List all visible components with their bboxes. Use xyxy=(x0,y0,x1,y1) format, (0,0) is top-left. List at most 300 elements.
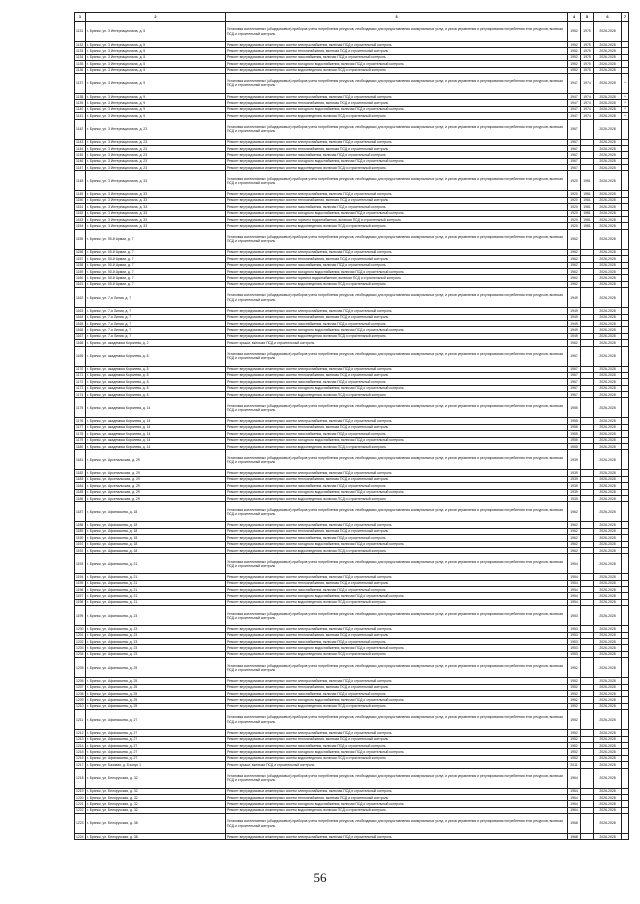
address-cell: г. Брянск, ул. 3 Интернационала, д. 23 xyxy=(86,152,226,158)
year-built-cell: 1920 xyxy=(568,171,581,191)
column-header: 5 xyxy=(581,13,594,22)
work-type-cell: Ремонт внутридомовых инженерных систем холодного водоснабжения, включая ПСД и строительный контроль xyxy=(226,106,568,112)
work-type-cell: Ремонт внутридомовых инженерных систем электроснабжения, включая ПСД и строительный контроль xyxy=(226,418,568,424)
year-renovated-cell: 1981 xyxy=(581,223,594,229)
note-marker-cell xyxy=(622,119,629,139)
year-built-cell: 1955 xyxy=(568,444,581,450)
note-marker-cell xyxy=(622,171,629,191)
year-built-cell: 1964 xyxy=(568,788,581,794)
year-built-cell: 1962 xyxy=(568,340,581,346)
address-cell: г. Брянск, ул. академика Королева, д. 2 xyxy=(86,340,226,346)
year-renovated-cell: 1981 xyxy=(581,191,594,197)
note-marker-cell: * xyxy=(622,73,629,93)
work-type-cell: Ремонт внутридомовых инженерных систем горячего водоснабжения, включая ПСД и строительный контроль xyxy=(226,275,568,281)
work-type-cell: Ремонт внутридомовых инженерных систем водоотведения, включая ПСД и строительный контроль xyxy=(226,599,568,605)
planned-period-cell: 2026-2028 xyxy=(594,437,622,443)
row-number: 1213 xyxy=(76,737,84,742)
planned-period-cell: 2026-2028 xyxy=(594,314,622,320)
row-number: 1136 xyxy=(75,67,86,73)
column-header: 6 xyxy=(594,13,622,22)
address-cell: г. Брянск, ул. 7-я Линия, д. 7 xyxy=(86,314,226,320)
work-type-cell: Ремонт внутридомовых инженерных систем водоотведения, включая ПСД и строительный контроль xyxy=(226,547,568,553)
planned-period-cell: 2026-2028 xyxy=(594,48,622,54)
address-cell: г. Брянск, ул. 3 Интернационала, д. 23 xyxy=(86,158,226,164)
year-built-cell: 1962 xyxy=(568,541,581,547)
address-cell: г. Брянск, ул. Афанасьева, д. 25 xyxy=(86,658,226,678)
address-cell: г. Брянск, ул. 50-й Армии, д. 7 xyxy=(86,275,226,281)
address-cell: г. Брянск, ул. Афанасьева, д. 21 xyxy=(86,580,226,586)
address-cell: г. Брянск, ул. 3 Интернационала, д. 5 xyxy=(86,67,226,73)
year-built-cell: 1955 xyxy=(568,437,581,443)
note-marker-cell: * xyxy=(622,93,629,99)
row-number: 1201 xyxy=(76,633,84,638)
planned-period-cell: 2026-2028 xyxy=(594,834,622,840)
year-built-cell: 1954 xyxy=(568,599,581,605)
page-number: 56 xyxy=(313,870,327,885)
planned-period-cell: 2026-2028 xyxy=(594,495,622,501)
year-renovated-cell: 1981 xyxy=(581,197,594,203)
work-type-cell: Ремонт внутридомовых инженерных систем газоснабжения, включая ПСД и строительный контроль xyxy=(226,431,568,437)
year-built-cell: 1952 xyxy=(568,703,581,709)
row-number: 1156 xyxy=(75,249,86,255)
row-number: 1198 xyxy=(75,599,86,605)
row-number: 1134 xyxy=(75,54,86,60)
address-cell: г. Брянск, ул. Афанасьева, д. 27 xyxy=(86,742,226,748)
address-cell: г. Брянск, ул. Афанасьева, д. 27 xyxy=(86,710,226,730)
year-renovated-cell xyxy=(581,398,594,418)
work-type-cell: Ремонт внутридомовых инженерных систем теплоснабжения, включая ПСД и строительный контроль xyxy=(226,632,568,638)
address-cell: г. Брянск, ул. Афанасьева, д. 21 xyxy=(86,554,226,574)
work-type-cell: Ремонт внутридомовых инженерных систем водоотведения, включая ПСД и строительный контроль xyxy=(226,651,568,657)
address-cell: г. Брянск, ул. 3 Интернационала, д. 5 xyxy=(86,54,226,60)
work-type-cell: Ремонт внутридомовых инженерных систем водоотведения, включая ПСД и строительный контроль xyxy=(226,223,568,229)
address-cell: г. Брянск, ул. Афанасьева, д. 27 xyxy=(86,736,226,742)
planned-period-cell: 2026-2028 xyxy=(594,742,622,748)
address-cell: г. Брянск, ул. 7-я Линия, д. 7 xyxy=(86,288,226,308)
year-built-cell: 1954 xyxy=(568,587,581,593)
work-type-cell: Ремонт внутридомовых инженерных систем водоотведения, включая ПСД и строительный контроль xyxy=(226,755,568,761)
row-number: 1177 xyxy=(75,424,86,430)
row-number: 1187 xyxy=(75,502,86,522)
address-cell: г. Брянск, ул. Афанасьева, д. 21 xyxy=(86,587,226,593)
note-marker-cell xyxy=(622,288,629,308)
work-type-cell: Ремонт внутридомовых инженерных систем холодного водоснабжения, включая ПСД и строительный контроль xyxy=(226,801,568,807)
year-built-cell: 1962 xyxy=(568,249,581,255)
work-type-cell: Ремонт внутридомовых инженерных систем газоснабжения, включая ПСД и строительный контроль xyxy=(226,483,568,489)
planned-period-cell: 2026-2028 xyxy=(594,626,622,632)
year-renovated-cell: 1975 xyxy=(581,54,594,60)
work-type-cell: Ремонт внутридомовых инженерных систем водоотведения, включая ПСД и строительный контроль xyxy=(226,392,568,398)
planned-period-cell: 2026-2028 xyxy=(594,340,622,346)
row-number: 1223 xyxy=(75,814,86,834)
planned-period-cell: 2026-2028 xyxy=(594,106,622,112)
year-built-cell: 1952 xyxy=(568,54,581,60)
work-type-cell: Ремонт внутридомовых инженерных систем теплоснабжения, включая ПСД и строительный контроль xyxy=(226,372,568,378)
work-type-cell: Ремонт внутридомовых инженерных систем холодного водоснабжения, включая ПСД и строительный контроль xyxy=(226,489,568,495)
planned-period-cell: 2026-2028 xyxy=(594,788,622,794)
year-renovated-cell: 1981 xyxy=(581,210,594,216)
note-marker-cell xyxy=(622,229,629,249)
row-number: 1132 xyxy=(75,42,86,48)
planned-period-cell: 2026-2028 xyxy=(594,606,622,626)
work-type-cell: Ремонт внутридомовых инженерных систем газоснабжения, включая ПСД и строительный контроль xyxy=(226,262,568,268)
planned-period-cell: 2026-2028 xyxy=(594,658,622,678)
planned-period-cell: 2026-2028 xyxy=(594,145,622,151)
row-number: 1210 xyxy=(76,704,84,709)
row-number: 1205 xyxy=(75,658,86,678)
planned-period-cell: 2026-2028 xyxy=(594,268,622,274)
row-number: 1141 xyxy=(75,113,86,119)
year-built-cell: 1949 xyxy=(568,308,581,314)
note-marker-cell xyxy=(622,658,629,678)
year-built-cell: 1949 xyxy=(568,320,581,326)
table-row xyxy=(75,398,629,418)
table-body xyxy=(75,22,629,840)
planned-period-cell: 2026-2028 xyxy=(594,320,622,326)
year-built-cell: 1967 xyxy=(568,385,581,391)
planned-period-cell: 2026-2028 xyxy=(594,275,622,281)
address-cell: г. Брянск, ул. 3 Интернационала, д. 23 xyxy=(86,139,226,145)
planned-period-cell: 2026-2028 xyxy=(594,22,622,42)
year-built-cell: 1952 xyxy=(568,22,581,42)
year-renovated-cell: 1981 xyxy=(581,204,594,210)
address-cell: г. Брянск, ул. Афанасьева, д. 21 xyxy=(86,593,226,599)
address-cell: г. Брянск, ул. Афанасьева, д. 27 xyxy=(86,749,226,755)
address-cell: г. Брянск, ул. 3 Интернационала, д. 9 xyxy=(86,100,226,106)
year-built-cell: 1952 xyxy=(568,742,581,748)
year-built-cell: 1967 xyxy=(568,372,581,378)
row-number: 1206 xyxy=(76,678,84,683)
address-cell: г. Брянск, ул. академика Королева, д. 8 xyxy=(86,372,226,378)
row-number: 1180 xyxy=(75,444,86,450)
row-number: 1144 xyxy=(75,145,86,151)
row-number: 1173 xyxy=(75,385,86,391)
work-type-cell: Ремонт внутридомовых инженерных систем теплоснабжения, включая ПСД и строительный контроль xyxy=(226,145,568,151)
year-renovated-cell xyxy=(581,288,594,308)
note-marker-cell xyxy=(622,554,629,574)
year-renovated-cell xyxy=(581,814,594,834)
year-built-cell: 1939 xyxy=(568,489,581,495)
work-type-cell: Ремонт внутридомовых инженерных систем электроснабжения, включая ПСД и строительный контроль xyxy=(226,834,568,840)
year-renovated-cell xyxy=(581,658,594,678)
address-cell: г. Брянск, ул. Афанасьева, д. 23 xyxy=(86,645,226,651)
planned-period-cell: 2026-2028 xyxy=(594,574,622,580)
row-number: 1207 xyxy=(76,685,84,690)
planned-period-cell: 2026-2028 xyxy=(594,535,622,541)
work-type-cell: Ремонт внутридомовых инженерных систем газоснабжения, включая ПСД и строительный контроль xyxy=(226,152,568,158)
work-type-cell: Установка коллективных (общедомовых) приборов учета потребления ресурсов, необходимых для предоставления коммунальных услуг, и узлов управления и регулирования потребления этих ресурсов, включая ПСД и строительный контроль xyxy=(226,346,568,366)
address-cell: г. Брянск, ул. Афанасьева, д. 21 xyxy=(86,599,226,605)
year-built-cell: 1947 xyxy=(568,113,581,119)
year-renovated-cell: 1975 xyxy=(581,22,594,42)
row-number: 1224 xyxy=(76,834,84,839)
work-type-cell: Ремонт внутридомовых инженерных систем газоснабжения, включая ПСД и строительный контроль xyxy=(226,320,568,326)
address-cell: г. Брянск, ул. академика Королева, д. 8 xyxy=(86,392,226,398)
work-type-cell: Ремонт внутридомовых инженерных систем теплоснабжения, включая ПСД и строительный контроль xyxy=(226,580,568,586)
address-cell: г. Брянск, ул. Афанасьева, д. 18 xyxy=(86,541,226,547)
address-cell: г. Брянск, ул. академика Королева, д. 8 xyxy=(86,346,226,366)
column-header: 1 xyxy=(75,13,86,22)
year-built-cell: 1952 xyxy=(568,710,581,730)
row-number: 1155 xyxy=(75,229,86,249)
table-row xyxy=(75,710,629,730)
table-row xyxy=(75,554,629,574)
work-type-cell: Ремонт внутридомовых инженерных систем водоотведения, включая ПСД и строительный контроль xyxy=(226,67,568,73)
row-number: 1164 xyxy=(75,314,86,320)
year-built-cell: 1967 xyxy=(568,165,581,171)
year-built-cell: 1967 xyxy=(568,145,581,151)
year-built-cell: 1953 xyxy=(568,632,581,638)
work-type-cell: Ремонт внутридомовых инженерных систем электроснабжения, включая ПСД и строительный контроль xyxy=(226,308,568,314)
planned-period-cell: 2026-2028 xyxy=(594,587,622,593)
year-built-cell: 1949 xyxy=(568,327,581,333)
address-cell: г. Брянск, ул. Белорусская, д. 32 xyxy=(86,801,226,807)
address-cell: г. Брянск, ул. 7-я Линия, д. 7 xyxy=(86,320,226,326)
work-type-cell: Установка коллективных (общедомовых) приборов учета потребления ресурсов, необходимых для предоставления коммунальных услуг, и узлов управления и регулирования потребления этих ресурсов, включая ПСД и строительный контроль xyxy=(226,606,568,626)
year-renovated-cell xyxy=(581,606,594,626)
note-marker-cell xyxy=(622,450,629,470)
column-header: 3 xyxy=(226,13,568,22)
row-number: 1185 xyxy=(75,489,86,495)
work-type-cell: Установка коллективных (общедомовых) приборов учета потребления ресурсов, необходимых для предоставления коммунальных услуг, и узлов управления и регулирования потребления этих ресурсов, включая ПСД и строительный контроль xyxy=(226,710,568,730)
address-cell: г. Брянск, ул. Афанасьева, д. 23 xyxy=(86,606,226,626)
row-number: 1160 xyxy=(75,275,86,281)
address-cell: г. Брянск, ул. Афанасьева, д. 23 xyxy=(86,626,226,632)
address-cell: г. Брянск, ул. 3 Интернационала, д. 33 xyxy=(86,210,226,216)
planned-period-cell: 2026-2028 xyxy=(594,684,622,690)
planned-period-cell: 2026-2028 xyxy=(594,814,622,834)
year-built-cell: 1920 xyxy=(568,197,581,203)
row-number: 1137 xyxy=(75,73,86,93)
note-marker-cell xyxy=(622,834,629,840)
work-type-cell: Ремонт внутридомовых инженерных систем электроснабжения, включая ПСД и строительный контроль xyxy=(226,191,568,197)
planned-period-cell: 2026-2028 xyxy=(594,392,622,398)
year-built-cell: 1962 xyxy=(568,528,581,534)
address-cell: г. Брянск, ул. академика Королева, д. 14 xyxy=(86,431,226,437)
row-number: 1162 xyxy=(75,288,86,308)
address-cell: г. Брянск, ул. 50-й Армии, д. 7 xyxy=(86,281,226,287)
address-cell: г. Брянск, ул. Афанасьева, д. 23 xyxy=(86,639,226,645)
year-built-cell: 1920 xyxy=(568,223,581,229)
year-renovated-cell xyxy=(581,502,594,522)
work-type-cell: Установка коллективных (общедомовых) приборов учета потребления ресурсов, необходимых для предоставления коммунальных услуг, и узлов управления и регулирования потребления этих ресурсов, включая ПСД и строительный контроль xyxy=(226,22,568,42)
work-type-cell: Установка коллективных (общедомовых) приборов учета потребления ресурсов, необходимых для предоставления коммунальных услуг, и узлов управления и регулирования потребления этих ресурсов, включая ПСД и строительный контроль xyxy=(226,502,568,522)
work-type-cell: Ремонт внутридомовых инженерных систем теплоснабжения, включая ПСД и строительный контроль xyxy=(226,528,568,534)
row-number: 1200 xyxy=(76,626,84,631)
year-built-cell: 1939 xyxy=(568,495,581,501)
row-number: 1146 xyxy=(75,158,86,164)
address-cell: г. Брянск, ул. Арсенальская, д. 29 xyxy=(86,483,226,489)
table-row xyxy=(75,768,629,788)
address-cell: г. Брянск, ул. академика Королева, д. 8 xyxy=(86,379,226,385)
table-row xyxy=(75,502,629,522)
row-number: 1159 xyxy=(75,268,86,274)
planned-period-cell: 2026-2028 xyxy=(594,599,622,605)
planned-period-cell: 2026-2028 xyxy=(594,333,622,339)
year-renovated-cell xyxy=(581,346,594,366)
planned-period-cell: 2026-2028 xyxy=(594,547,622,553)
year-built-cell: 1947 xyxy=(568,106,581,112)
planned-period-cell: 2026-2028 xyxy=(594,639,622,645)
address-cell: г. Брянск, ул. 3 Интернационала, д. 5 xyxy=(86,42,226,48)
address-cell: г. Брянск, ул. академика Королева, д. 8 xyxy=(86,366,226,372)
work-type-cell: Установка коллективных (общедомовых) приборов учета потребления ресурсов, необходимых для предоставления коммунальных услуг, и узлов управления и регулирования потребления этих ресурсов, включая ПСД и строительный контроль xyxy=(226,768,568,788)
row-number: 1158 xyxy=(75,262,86,268)
row-number: 1165 xyxy=(75,320,86,326)
work-type-cell: Ремонт внутридомовых инженерных систем горячего водоснабжения, включая ПСД и строительный контроль xyxy=(226,217,568,223)
planned-period-cell: 2026-2028 xyxy=(594,54,622,60)
planned-period-cell: 2026-2028 xyxy=(594,210,622,216)
year-built-cell: 1962 xyxy=(568,275,581,281)
year-built-cell: 1949 xyxy=(568,288,581,308)
column-header: 2 xyxy=(86,13,226,22)
address-cell: г. Брянск, ул. 7-я Линия, д. 7 xyxy=(86,333,226,339)
planned-period-cell: 2026-2028 xyxy=(594,366,622,372)
planned-period-cell: 2026-2028 xyxy=(594,171,622,191)
year-renovated-cell: 1975 xyxy=(581,42,594,48)
planned-period-cell: 2026-2028 xyxy=(594,678,622,684)
planned-period-cell: 2026-2028 xyxy=(594,710,622,730)
work-type-cell: Установка коллективных (общедомовых) приборов учета потребления ресурсов, необходимых для предоставления коммунальных услуг, и узлов управления и регулирования потребления этих ресурсов, включая ПСД и строительный контроль xyxy=(226,73,568,93)
work-type-cell: Ремонт внутридомовых инженерных систем электроснабжения, включая ПСД и строительный контроль xyxy=(226,730,568,736)
row-number: 1150 xyxy=(75,197,86,203)
address-cell: г. Брянск, ул. Афанасьева, д. 25 xyxy=(86,691,226,697)
planned-period-cell: 2026-2028 xyxy=(594,528,622,534)
row-number: 1143 xyxy=(75,139,86,145)
planned-period-cell: 2026-2028 xyxy=(594,755,622,761)
work-type-cell: Ремонт внутридомовых инженерных систем электроснабжения, включая ПСД и строительный контроль xyxy=(226,626,568,632)
note-marker-cell xyxy=(622,606,629,626)
address-cell: г. Брянск, ул. академика Королева, д. 14 xyxy=(86,424,226,430)
address-cell: г. Брянск, ул. Арсенальская, д. 29 xyxy=(86,470,226,476)
row-number: 1189 xyxy=(75,528,86,534)
year-built-cell: 1952 xyxy=(568,755,581,761)
address-cell: г. Брянск, ул. 7-я Линия, д. 7 xyxy=(86,327,226,333)
year-built-cell: 1967 xyxy=(568,379,581,385)
year-built-cell: 1967 xyxy=(568,158,581,164)
year-renovated-cell: 1975 xyxy=(581,67,594,73)
table-row xyxy=(75,171,629,191)
row-number: 1147 xyxy=(75,165,86,171)
row-number: 1197 xyxy=(75,593,86,599)
row-number: 1193 xyxy=(75,554,86,574)
year-built-cell: 1952 xyxy=(568,678,581,684)
planned-period-cell: 2026-2028 xyxy=(594,580,622,586)
year-built-cell: 1952 xyxy=(568,48,581,54)
year-built-cell: 1920 xyxy=(568,204,581,210)
address-cell: г. Брянск, ул. 50-й Армии, д. 7 xyxy=(86,268,226,274)
work-type-cell: Установка коллективных (общедомовых) приборов учета потребления ресурсов, необходимых для предоставления коммунальных услуг, и узлов управления и регулирования потребления этих ресурсов, включая ПСД и строительный контроль xyxy=(226,814,568,834)
planned-period-cell: 2026-2028 xyxy=(594,450,622,470)
table-row xyxy=(75,229,629,249)
year-built-cell: 1952 xyxy=(568,684,581,690)
note-marker-cell: * xyxy=(622,100,629,106)
row-number: 1149 xyxy=(75,191,86,197)
work-type-cell: Ремонт внутридомовых инженерных систем холодного водоснабжения, включая ПСД и строительный контроль xyxy=(226,158,568,164)
address-cell: г. Брянск, ул. Афанасьева, д. 27 xyxy=(86,730,226,736)
work-type-cell: Ремонт внутридомовых инженерных систем газоснабжения, включая ПСД и строительный контроль xyxy=(226,691,568,697)
planned-period-cell: 2026-2028 xyxy=(594,768,622,788)
year-built-cell: 1964 xyxy=(568,794,581,800)
work-type-cell: Ремонт внутридомовых инженерных систем водоотведения, включая ПСД и строительный контроль xyxy=(226,333,568,339)
year-renovated-cell xyxy=(581,710,594,730)
work-type-cell: Ремонт внутридомовых инженерных систем теплоснабжения, включая ПСД и строительный контроль xyxy=(226,736,568,742)
address-cell: г. Брянск, ул. Афанасьева, д. 25 xyxy=(86,697,226,703)
address-cell: г. Брянск, ул. 3 Интернационала, д. 23 xyxy=(86,119,226,139)
table-row xyxy=(75,658,629,678)
note-marker-cell xyxy=(622,502,629,522)
year-renovated-cell xyxy=(581,554,594,574)
work-type-cell: Ремонт внутридомовых инженерных систем теплоснабжения, включая ПСД и строительный контроль xyxy=(226,100,568,106)
work-type-cell: Ремонт внутридомовых инженерных систем теплоснабжения, включая ПСД и строительный контроль xyxy=(226,314,568,320)
work-type-cell: Ремонт внутридомовых инженерных систем холодного водоснабжения, включая ПСД и строительный контроль xyxy=(226,437,568,443)
work-type-cell: Ремонт внутридомовых инженерных систем холодного водоснабжения, включая ПСД и строительный контроль xyxy=(226,327,568,333)
note-marker-cell: * xyxy=(622,113,629,119)
planned-period-cell: 2026-2028 xyxy=(594,431,622,437)
planned-period-cell: 2026-2028 xyxy=(594,489,622,495)
address-cell: г. Брянск, ул. Белорусская, д. 38 xyxy=(86,814,226,834)
register-table-container xyxy=(74,12,628,840)
address-cell: г. Брянск, ул. Афанасьева, д. 18 xyxy=(86,502,226,522)
work-type-cell: Ремонт внутридомовых инженерных систем электроснабжения, включая ПСД и строительный контроль xyxy=(226,366,568,372)
address-cell: г. Брянск, ул. Афанасьева, д. 21 xyxy=(86,574,226,580)
row-number: 1135 xyxy=(75,61,86,67)
row-number: 1219 xyxy=(76,789,84,794)
address-cell: г. Брянск, ул. Белорусская, д. 32 xyxy=(86,794,226,800)
work-type-cell: Ремонт внутридомовых инженерных систем холодного водоснабжения, включая ПСД и строительный контроль xyxy=(226,697,568,703)
year-renovated-cell: 1981 xyxy=(581,217,594,223)
address-cell: г. Брянск, ул. 3 Интернационала, д. 9 xyxy=(86,93,226,99)
row-number: 1174 xyxy=(75,392,86,398)
year-built-cell: 1953 xyxy=(568,645,581,651)
planned-period-cell: 2026-2028 xyxy=(594,379,622,385)
year-built-cell: 1964 xyxy=(568,768,581,788)
work-type-cell: Ремонт внутридомовых инженерных систем теплоснабжения, включая ПСД и строительный контроль xyxy=(226,684,568,690)
address-cell: г. Брянск, ул. академика Королева, д. 14 xyxy=(86,418,226,424)
work-type-cell: Ремонт внутридомовых инженерных систем холодного водоснабжения, включая ПСД и строительный контроль xyxy=(226,645,568,651)
row-number: 1168 xyxy=(75,340,86,346)
row-number: 1202 xyxy=(76,639,84,644)
address-cell: г. Брянск, ул. Арсенальская, д. 29 xyxy=(86,476,226,482)
year-built-cell: 1920 xyxy=(568,217,581,223)
planned-period-cell: 2026-2028 xyxy=(594,197,622,203)
address-cell: г. Брянск, ул. 50-й Армии, д. 7 xyxy=(86,262,226,268)
planned-period-cell: 2026-2028 xyxy=(594,113,622,119)
planned-period-cell: 2026-2028 xyxy=(594,749,622,755)
work-type-cell: Ремонт внутридомовых инженерных систем холодного водоснабжения, включая ПСД и строительный контроль xyxy=(226,61,568,67)
year-renovated-cell: 1974 xyxy=(581,73,594,93)
year-built-cell: 1954 xyxy=(568,574,581,580)
address-cell: г. Брянск, ул. 3 Интернационала, д. 33 xyxy=(86,191,226,197)
year-built-cell: 2011 xyxy=(568,762,581,768)
table-row xyxy=(75,606,629,626)
address-cell: г. Брянск, ул. Белорусская, д. 38 xyxy=(86,834,226,840)
table-row xyxy=(75,22,629,42)
year-built-cell: 1962 xyxy=(568,535,581,541)
planned-period-cell: 2026-2028 xyxy=(594,691,622,697)
row-number: 1142 xyxy=(75,119,86,139)
year-built-cell: 1967 xyxy=(568,392,581,398)
year-renovated-cell xyxy=(581,229,594,249)
row-number: 1216 xyxy=(76,756,84,761)
work-type-cell: Ремонт внутридомовых инженерных систем водоотведения, включая ПСД и строительный контроль xyxy=(226,703,568,709)
work-type-cell: Ремонт внутридомовых инженерных систем теплоснабжения, включая ПСД и строительный контроль xyxy=(226,794,568,800)
address-cell: г. Брянск, ул. Афанасьева, д. 23 xyxy=(86,632,226,638)
note-marker-cell xyxy=(622,710,629,730)
work-type-cell: Ремонт внутридомовых инженерных систем электроснабжения, включая ПСД и строительный контроль xyxy=(226,788,568,794)
address-cell: г. Брянск, ул. академика Королева, д. 14 xyxy=(86,398,226,418)
year-built-cell: 1967 xyxy=(568,346,581,366)
